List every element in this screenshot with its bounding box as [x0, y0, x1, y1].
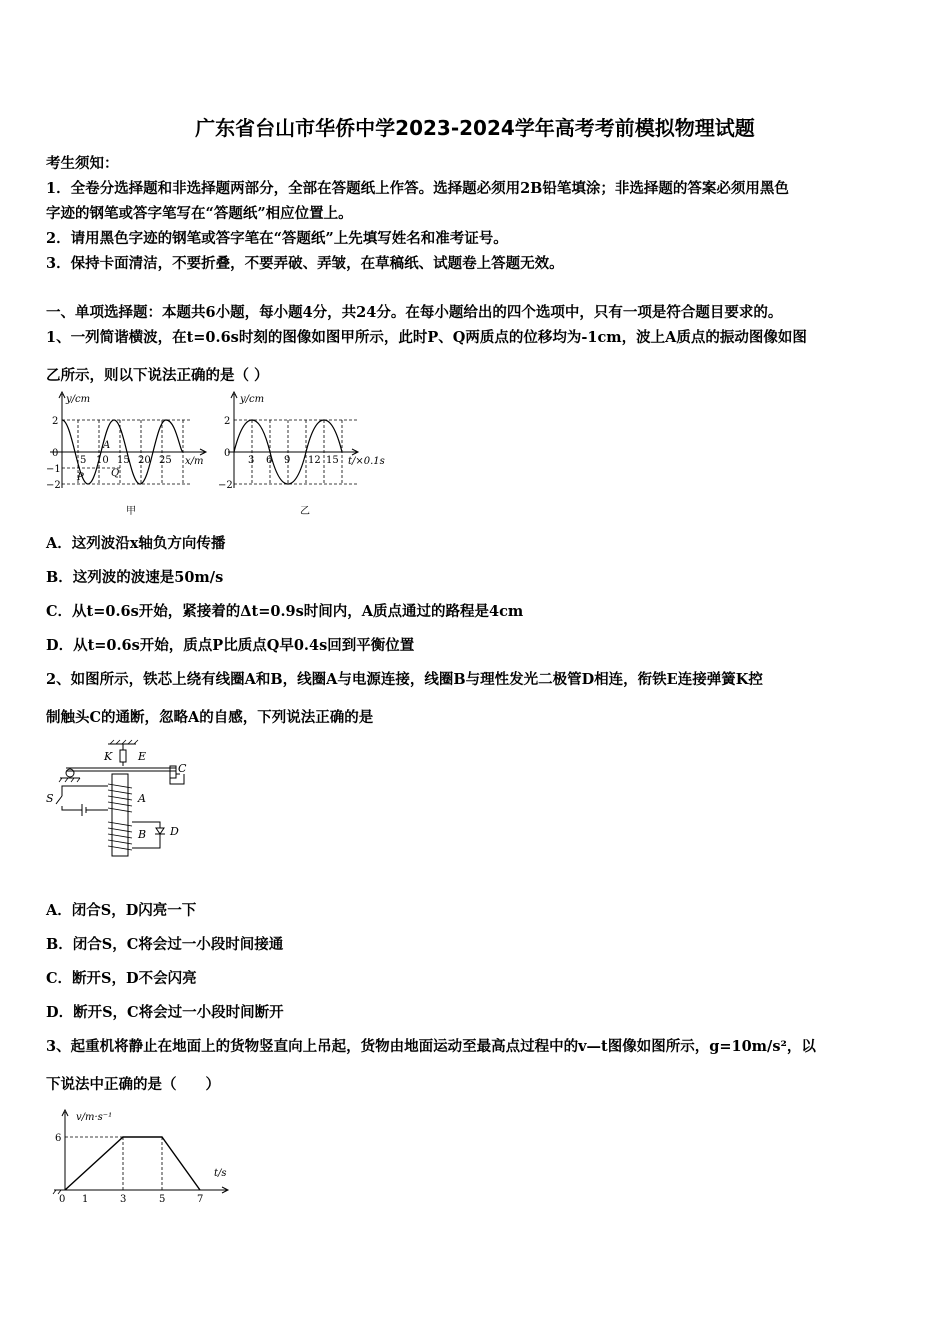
xtick: 3: [120, 1194, 127, 1205]
q2-circuit-figure: [44, 738, 204, 862]
wire-a: [62, 786, 108, 796]
ytick: 2: [52, 416, 59, 427]
q1-option-c: C．从t=0.6s开始，紧接着的Δt=0.9s时间内，A质点通过的路程是4cm: [46, 603, 524, 620]
xtick: 5: [159, 1194, 166, 1205]
xtick: 9: [284, 455, 291, 466]
label-b: B: [138, 828, 147, 841]
q2-option-b: B．闭合S，C将会过一小段时间接通: [46, 936, 284, 953]
xtick: 15: [117, 455, 130, 466]
q2-option-d: D．断开S，C将会过一小段时间断开: [46, 1004, 284, 1021]
q1-figure-jia: [40, 388, 220, 520]
xtick: 15: [326, 455, 339, 466]
xtick: 6: [266, 455, 273, 466]
ytick: 0: [224, 448, 231, 459]
x-label: x/m: [185, 456, 204, 467]
ytick: 0: [52, 448, 59, 459]
xtick: 5: [80, 455, 87, 466]
spring-k: [120, 750, 126, 762]
figure-caption: 甲: [126, 506, 136, 517]
ytick: −1: [46, 464, 61, 475]
xtick: 7: [197, 1194, 204, 1205]
q3-stem-line2: 下说法中正确的是（ ）: [46, 1076, 220, 1093]
label-d: D: [170, 825, 179, 838]
point-label-q: Q: [111, 468, 120, 479]
x-label: t/s: [214, 1168, 227, 1179]
q3-vt-figure: [50, 1106, 240, 1206]
notice-heading: 考生须知：: [46, 155, 119, 172]
figure-caption: 乙: [300, 506, 310, 517]
y-label: v/m·s⁻¹: [76, 1112, 113, 1123]
q1-stem-line2: 乙所示，则以下说法正确的是（ ）: [46, 367, 269, 384]
q2-stem-line1: 2、如图所示，铁芯上绕有线圈A和B，线圈A与电源连接，线圈B与理性发光二极管D相连，衔铁E连接弹簧K控: [46, 671, 763, 688]
q1-option-b: B．这列波的波速是50m/s: [46, 569, 224, 586]
q1-stem-line1: 1、一列简谐横波，在t=0.6s时刻的图像如图甲所示，此时P、Q两质点的位移均为-1cm，波上A质点的振动图像如图: [46, 329, 807, 346]
q2-stem-line2: 制触头C的通断，忽略A的自感，下列说法正确的是: [46, 709, 374, 726]
ytick: 2: [224, 416, 231, 427]
label-s: S: [46, 792, 54, 805]
label-e: E: [138, 750, 147, 763]
y-label: y/cm: [66, 394, 91, 405]
vt-line: [65, 1137, 200, 1190]
notice-item-1-cont: 字迹的钢笔或答字笔写在“答题纸”相应位置上。: [46, 205, 353, 222]
notice-item-1: 1．全卷分选择题和非选择题两部分，全部在答题纸上作答。选择题必须用2B铅笔填涂；非选择题的答案必须用黑色: [46, 180, 789, 197]
point-label-p: P: [77, 472, 84, 483]
ytick: 6: [55, 1133, 62, 1144]
q1-figure-yi: [218, 388, 398, 520]
xtick: 12: [308, 455, 321, 466]
section-heading: 一、单项选择题：本题共6小题，每小题4分，共24分。在每小题给出的四个选项中，只有一项是符合题目要求的。: [46, 304, 783, 321]
q1-option-a: A．这列波沿x轴负方向传播: [46, 535, 226, 552]
pivot: [66, 769, 74, 777]
point-label-a: A: [103, 440, 111, 451]
xtick: 25: [159, 455, 172, 466]
xtick: 0: [59, 1194, 66, 1205]
xtick: 1: [82, 1194, 89, 1205]
page-title: 广东省台山市华侨中学2023-2024学年高考考前模拟物理试题: [195, 116, 755, 140]
ytick: −2: [46, 480, 61, 491]
notice-item-3: 3．保持卡面清洁，不要折叠，不要弄破、弄皱，在草稿纸、试题卷上答题无效。: [46, 255, 564, 272]
q2-option-c: C．断开S，D不会闪亮: [46, 970, 197, 987]
switch-s: [56, 796, 62, 804]
label-a: A: [138, 792, 146, 805]
q1-option-d: D．从t=0.6s开始，质点P比质点Q早0.4s回到平衡位置: [46, 637, 415, 654]
ytick: −2: [218, 480, 233, 491]
label-c: C: [178, 762, 187, 775]
diode-d: [156, 828, 164, 834]
q3-stem-line1: 3、起重机将静止在地面上的货物竖直向上吊起，货物由地面运动至最高点过程中的v—t图像如图所示，g=10m/s²，以: [46, 1038, 816, 1055]
label-k: K: [104, 750, 113, 763]
x-label: t/×0.1s: [348, 456, 385, 467]
xtick: 3: [248, 455, 255, 466]
notice-item-2: 2．请用黑色字迹的钢笔或答字笔在“答题纸”上先填写姓名和准考证号。: [46, 230, 508, 247]
q2-option-a: A．闭合S，D闪亮一下: [46, 902, 197, 919]
xtick: 10: [96, 455, 109, 466]
xtick: 20: [138, 455, 151, 466]
y-label: y/cm: [240, 394, 265, 405]
